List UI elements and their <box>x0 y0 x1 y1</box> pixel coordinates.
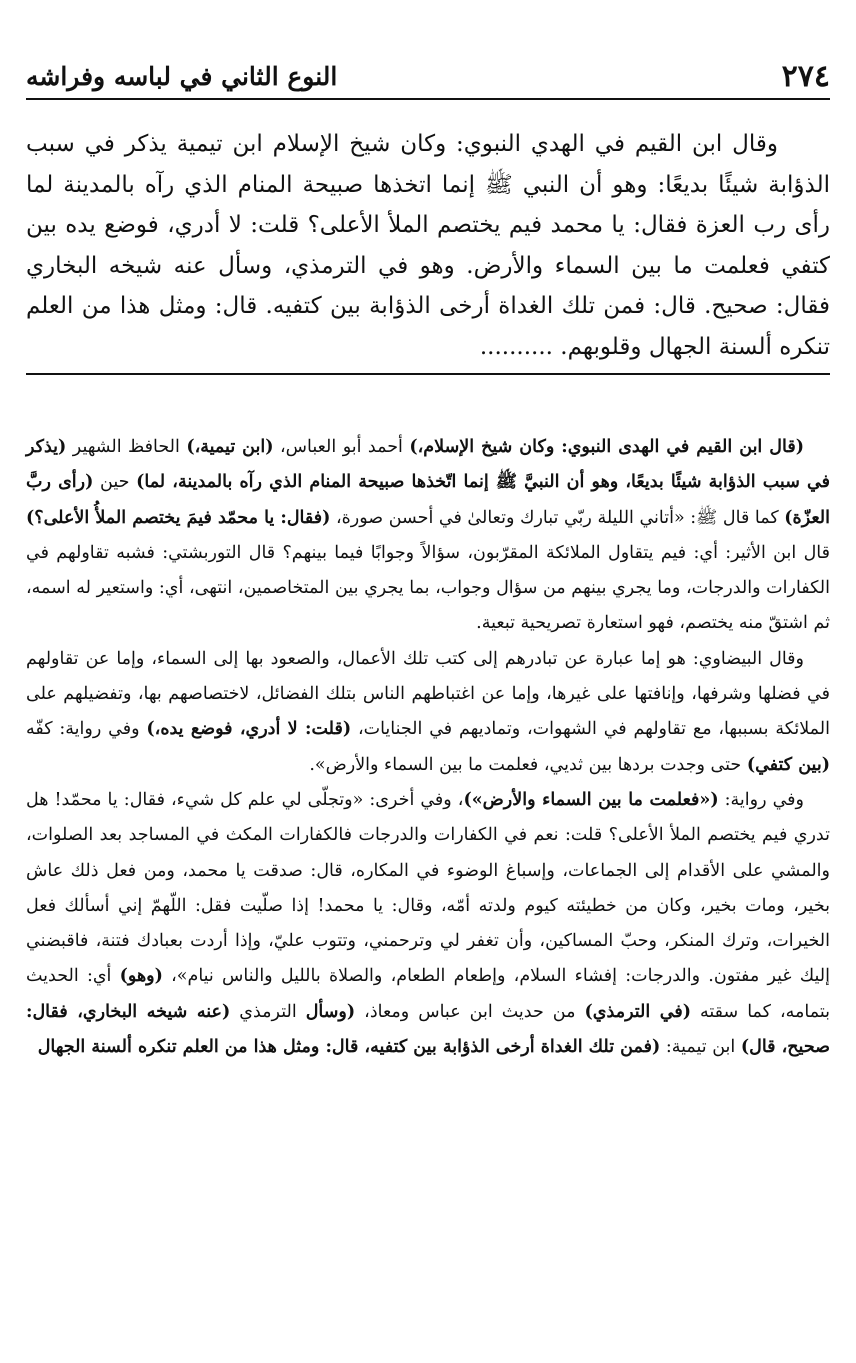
commentary-text: كما قال ﷺ: «أتاني الليلة ربّي تبارك وتعالىٰ في أحسن صورة، <box>330 507 785 528</box>
commentary-text: أي: الحديث بتمامه، كما سقته <box>26 966 830 1022</box>
commentary-block <box>26 430 830 1065</box>
bold-quoted-text: (وسأل <box>305 1001 356 1022</box>
bold-quoted-text: (عنه شيخه البخاري، فقال: صحيح، قال) <box>26 1001 830 1058</box>
bold-quoted-text: (في الترمذي) <box>584 1001 691 1022</box>
commentary-text: وفي رواية: كفّه <box>26 719 147 740</box>
bold-quoted-text: (ابن تيمية،) <box>186 437 274 457</box>
bold-quoted-text: (وهو) <box>119 966 163 987</box>
commentary-paragraph-1 <box>26 430 830 642</box>
main-text-paragraph: وقال ابن القيم في الهدي النبوي: وكان شيخ الإسلام ابن تيمية يذكر في سبب الذؤابة شيئًا بديعًا: وهو أن النبي ﷺ إنما اتخذها صبيحة المنام الذي رآه بالمدينة لما رأى رب العزة فقال: يا محمد فيم يختصم الملأ الأعلى؟ قلت: لا أدري، فوضع يده بين كتفي فعلمت ما بين السماء والأرض. وهو في الترمذي، وسأل عنه شيخه البخاري فقال: صحيح. قال: فمن تلك الغداة أرخى الذؤابة بين كتفيه. قال: ومثل هذا من العلم تنكره ألسنة الجهال وقلوبهم. .......... <box>26 131 830 360</box>
page-header <box>26 54 830 100</box>
commentary-text: قال ابن الأثير: أي: فيم يتقاول الملائكة المقرّبون، سؤالاً وجوابًا فيما بينهم؟ قال التوربشتي: فشبه تقاولهم في الكفارات والدرجات، وما يجري بينهم من سؤال وجواب، بما يجري بين المتخاصمين، انتهى، أي: واستعير له اسمه، ثم اشتقّ منه يختصم، فهو استعارة تصريحية تبعية. <box>26 542 830 634</box>
commentary-paragraph-3 <box>26 783 830 1065</box>
bold-quoted-text: (قلت: لا أدري، فوضع يده،) <box>146 719 352 740</box>
main-text-block <box>26 124 830 367</box>
commentary-text: حتى وجدت بردها بين ثديي، فعلمت ما بين السماء والأرض». <box>309 754 747 775</box>
footnote-separator <box>26 373 830 375</box>
bold-quoted-text: (قال ابن القيم في الهدى النبوي: وكان شيخ الإسلام،) <box>409 437 804 457</box>
bold-quoted-text: (فمن تلك الغداة أرخى الذؤابة بين كتفيه، قال: ومثل هذا من العلم تنكره ألسنة الجهال <box>37 1037 661 1058</box>
commentary-paragraph-2 <box>26 642 830 783</box>
commentary-text: حين <box>93 472 137 493</box>
page-number: ٢٧٤ <box>781 58 830 94</box>
commentary-text: الحافظ الشهير <box>66 437 187 457</box>
commentary-text: وقال البيضاوي: هو إما عبارة عن تبادرهم إلى كتب تلك الأعمال، والصعود بها إلى السماء، وإما عن تقاولهم في فضلها وشرفها، وإنافتها على غيرها، وإما عن اغتباطهم الناس بتلك الفضائل، لاختصاصهم بها، وتفضيلهم على الملائكة بسببها، مع تقاولهم في الشهوات، وتماديهم في الجنايات، <box>26 648 830 740</box>
commentary-text: ابن تيمية: <box>660 1037 741 1058</box>
commentary-text: ، وفي أخرى: «وتجلّى لي علم كل شيء، فقال: يا محمّد! هل تدري فيم يختصم الملأ الأعلى؟ قلت: نعم في الكفارات والدرجات فالكفارات المكث في المساجد بعد الصلوات، والمشي على الأقدام إلى الجماعات، وإسباغ الوضوء في المكاره، قال: صدقت يا محمد، ومن فعل ذلك عاش بخير، ومات بخير، وكان من خطيئته كيوم ولدته أمّه، وقال: يا محمد! إذا صلّيت فقل: اللّهمّ إني أسألك فعل الخيرات، وترك المنكر، وحبّ المساكين، وأن تغفر لي وترحمني، وتتوب عليّ، وإذا أردت بعبادك فتنة، فاقبضني إليك غير مفتون. والدرجات: إفشاء السلام، وإطعام الطعام، والصلاة بالليل والناس نيام»، <box>26 789 830 987</box>
bold-quoted-text: (بين كتفي) <box>746 754 830 775</box>
commentary-text: وفي رواية: <box>718 789 804 810</box>
commentary-text: من حديث ابن عباس ومعاذ، <box>355 1001 585 1022</box>
running-title: النوع الثاني في لباسه وفراشه <box>26 61 338 91</box>
bold-quoted-text: («فعلمت ما بين السماء والأرض») <box>463 789 719 810</box>
commentary-text: أحمد أبو العباس، <box>273 437 410 457</box>
commentary-text: الترمذي <box>230 1001 306 1022</box>
bold-quoted-text: (رأى ربَّ العزّة) <box>26 472 830 528</box>
bold-quoted-text: (يذكر في سبب الذؤابة شيئًا بديعًا، وهو أن النبيَّ ﷺ إنما اتّخذها صبيحة المنام الذي رآه بالمدينة، لما) <box>26 437 830 493</box>
bold-quoted-text: (فقال: يا محمّد فيمَ يختصم الملأُ الأعلى؟) <box>26 507 331 528</box>
